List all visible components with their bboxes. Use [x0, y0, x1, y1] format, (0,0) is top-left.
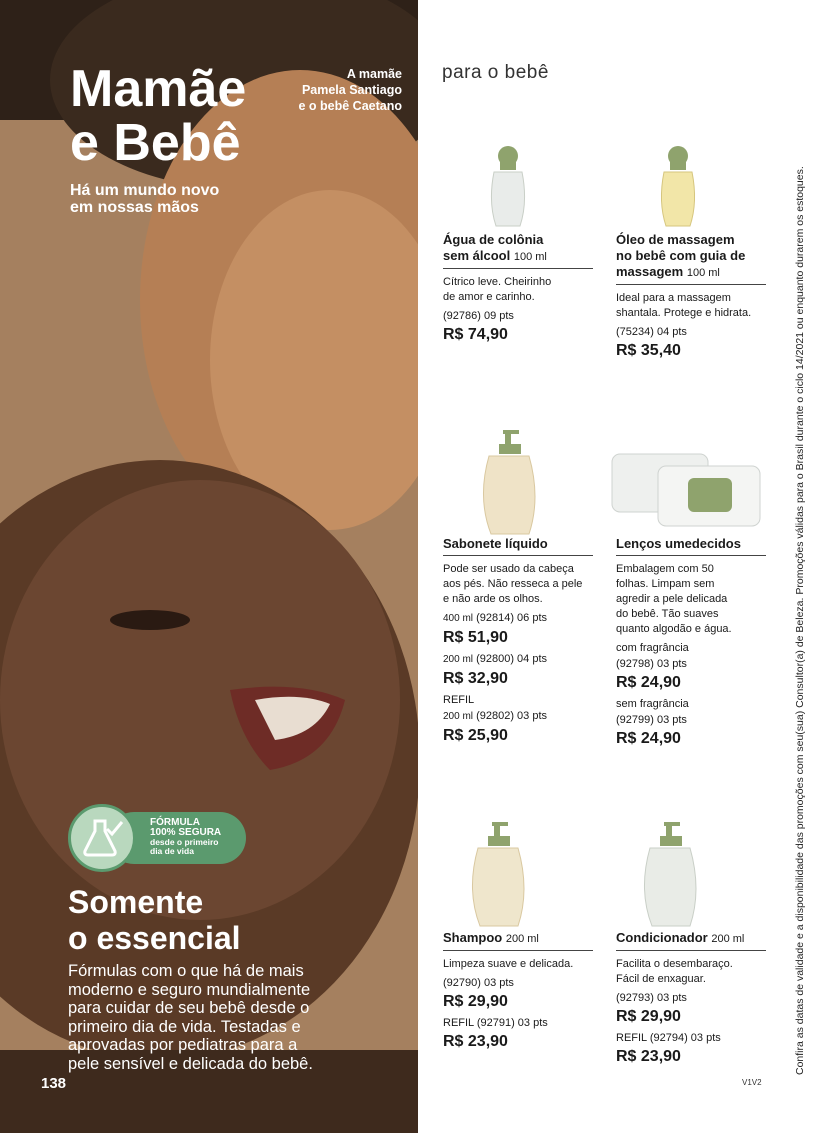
refil-price: R$ 23,90 — [443, 1033, 508, 1050]
conditioner-bottle-image — [638, 820, 704, 930]
caption-line-1: A mamãe — [346, 67, 402, 81]
desc-line-1: Ideal para a massagem — [616, 292, 731, 304]
desc-line-4: do bebê. Tão suaves — [616, 608, 719, 620]
caption-line-2: Pamela Santiago — [301, 83, 402, 97]
variant-200ml — [443, 652, 593, 667]
desc-line-3: e não arde os olhos. — [443, 593, 543, 605]
badge-line-2: 100% SEGURA — [150, 827, 222, 838]
product-code: (92786) 09 pts — [443, 310, 514, 322]
photo-caption — [260, 66, 402, 114]
product-size: 100 ml — [686, 267, 720, 279]
product-sabonete-liquido — [443, 536, 593, 750]
product-description — [443, 562, 593, 607]
desc-line-2: Fácil de enxaguar. — [616, 973, 706, 985]
product-name-line-1: Água de colônia — [443, 232, 544, 247]
product-price: R$ 74,90 — [443, 326, 508, 343]
subheadline — [70, 182, 219, 216]
variant-size: 200 ml — [443, 654, 474, 665]
product-oleo-massagem — [616, 232, 766, 365]
product-description — [616, 957, 766, 987]
product-name-line-2 — [443, 248, 593, 265]
intro-line-4: primeiro dia de vida. Testadas e — [68, 1017, 301, 1036]
desc-line-2: aos pés. Não resseca a pele — [443, 578, 583, 590]
product-name-text: Condicionador — [616, 930, 708, 945]
variant-code-fragrance: (92798) 03 pts — [616, 658, 687, 670]
desc-line-1: Facilita o desembaraço. — [616, 958, 733, 970]
variant-label-fragrance: com fragrância — [616, 642, 689, 654]
version-code: V1V2 — [742, 1078, 762, 1087]
product-size: 200 ml — [711, 933, 745, 945]
price-400ml: R$ 51,90 — [443, 629, 508, 646]
headline-line-1: Mamãe — [70, 60, 247, 118]
badge-line-1: FÓRMULA — [150, 817, 200, 828]
product-code: (92790) 03 pts — [443, 977, 514, 989]
variant-code: (92814) 06 pts — [476, 612, 548, 624]
intro-line-3: para cuidar de seu bebê desde o — [68, 999, 310, 1017]
essential-line-2: o essencial — [68, 920, 241, 956]
subheadline-line-1: Há um mundo novo — [70, 182, 220, 199]
subheadline-line-2: em nossas mãos — [70, 199, 199, 216]
product-description — [443, 275, 593, 305]
badge-text — [150, 818, 221, 856]
product-name-line-2: no bebê com guia de — [616, 248, 746, 263]
intro-paragraph — [68, 962, 368, 1073]
oil-bottle-image — [650, 142, 706, 232]
essential-heading — [68, 884, 241, 956]
product-lencos-umedecidos — [616, 536, 766, 753]
desc-line-1: Pode ser usado da cabeça — [443, 563, 574, 575]
refil-price: R$ 23,90 — [616, 1048, 681, 1065]
variant-code: (92800) 04 pts — [476, 653, 548, 665]
badge-line-4: dia de vida — [150, 846, 194, 856]
product-condicionador — [616, 930, 766, 1071]
essential-line-1: Somente — [68, 884, 204, 920]
desc-line-3: agredir a pele delicada — [616, 593, 728, 605]
variant-code-no-fragrance: (92799) 03 pts — [616, 714, 687, 726]
variant-size: 400 ml — [443, 613, 474, 624]
safe-formula-badge — [68, 804, 246, 874]
variant-refil — [443, 709, 593, 724]
desc-line-1: Embalagem com 50 — [616, 563, 714, 575]
intro-line-5: aprovadas por pediatras para a — [68, 1036, 298, 1054]
product-name — [443, 930, 593, 951]
product-price: R$ 29,90 — [443, 993, 508, 1010]
intro-line-1: Fórmulas com o que há de mais — [68, 962, 304, 980]
variant-label-no-fragrance: sem fragrância — [616, 698, 689, 710]
price-fragrance: R$ 24,90 — [616, 674, 681, 691]
price-refil: R$ 25,90 — [443, 727, 508, 744]
product-name — [616, 930, 766, 951]
headline — [70, 62, 246, 170]
desc-line-1: Cítrico leve. Cheirinho — [443, 276, 552, 288]
refil-code: REFIL (92791) 03 pts — [443, 1017, 548, 1029]
variant-400ml — [443, 611, 593, 626]
flask-check-icon — [68, 804, 136, 872]
product-size: 100 ml — [513, 251, 547, 263]
desc-line-5: quanto algodão e água. — [616, 623, 732, 635]
product-price: R$ 35,40 — [616, 342, 681, 359]
product-name — [616, 232, 766, 285]
desc-line-2: folhas. Limpam sem — [616, 578, 715, 590]
product-name: Lenços umedecidos — [616, 536, 766, 556]
product-name-text: Shampoo — [443, 930, 503, 945]
variant-size: 200 ml — [443, 711, 474, 722]
price-no-fragrance: R$ 24,90 — [616, 730, 681, 747]
product-size: 200 ml — [505, 933, 539, 945]
product-description — [616, 562, 766, 637]
product-name-line-3 — [616, 264, 766, 281]
refil-label: REFIL — [443, 694, 475, 706]
product-name: Sabonete líquido — [443, 536, 593, 556]
section-title: para o bebê — [442, 62, 549, 83]
wipes-pack-image — [608, 448, 764, 530]
soap-bottle-image — [475, 428, 545, 538]
product-shampoo — [443, 930, 593, 1056]
product-description: Limpeza suave e delicada. — [443, 958, 574, 970]
product-description — [616, 291, 766, 321]
caption-line-3: e o bebê Caetano — [298, 99, 402, 113]
product-name — [443, 232, 593, 269]
shampoo-bottle-image — [466, 820, 532, 930]
desc-line-2: de amor e carinho. — [443, 291, 535, 303]
badge-line-3: desde o primeiro — [150, 837, 219, 847]
variant-code: (92802) 03 pts — [476, 710, 548, 722]
product-price: R$ 29,90 — [616, 1008, 681, 1025]
product-code: (75234) 04 pts — [616, 326, 687, 338]
product-name-part: massagem — [616, 264, 684, 279]
cologne-bottle-image — [480, 142, 536, 232]
refil-code: REFIL (92794) 03 pts — [616, 1032, 721, 1044]
product-name-line-1: Óleo de massagem — [616, 232, 735, 247]
intro-line-6: pele sensível e delicada do bebê. — [68, 1054, 313, 1073]
product-name-part: sem álcool — [443, 248, 511, 263]
product-code: (92793) 03 pts — [616, 992, 687, 1004]
intro-line-2: moderno e seguro mundialmente — [68, 980, 311, 999]
product-agua-colonia — [443, 232, 593, 349]
headline-line-2: e Bebê — [70, 114, 241, 172]
legal-side-note: Confira as datas de validade e a disponibilidade das promoções com seu(sua) Consultor(a) de Beleza. Promoções válidas para o Brasil durante o ciclo 14/2021 ou enquanto durarem os estoques. — [794, 166, 806, 1075]
page-number: 138 — [41, 1075, 67, 1092]
desc-line-2: shantala. Protege e hidrata. — [616, 307, 752, 319]
price-200ml: R$ 32,90 — [443, 670, 508, 687]
